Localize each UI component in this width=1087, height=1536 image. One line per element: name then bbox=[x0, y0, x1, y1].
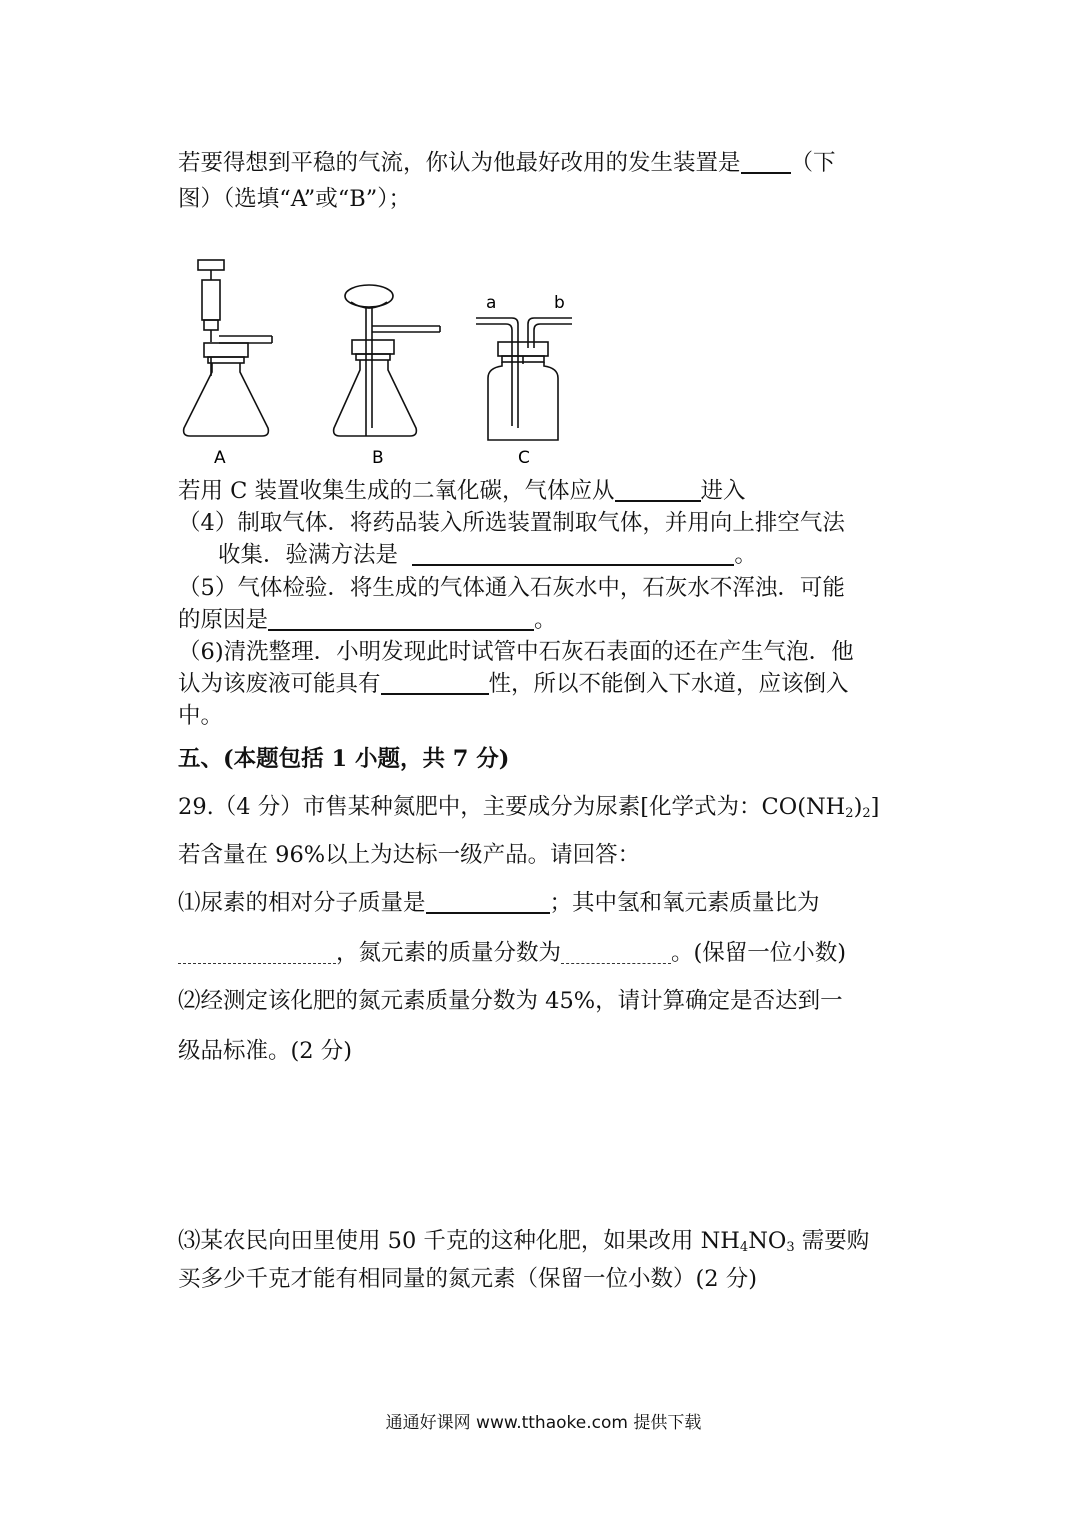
q5-line-1 bbox=[178, 573, 845, 603]
q4-line-1 bbox=[178, 508, 845, 538]
q29-part2-text: ⑵经测定该化肥的氮元素质量分数为 45%，请计算确定是否达到一 bbox=[178, 988, 843, 1014]
footer-text: 通通好课网 www.tthaoke.com 提供下载 bbox=[385, 1413, 702, 1433]
answer-blank-full-check[interactable] bbox=[412, 542, 734, 566]
q6-text-2: 认为该废液可能具有 bbox=[178, 671, 381, 697]
page-footer bbox=[0, 1408, 1087, 1433]
q29-line-2 bbox=[178, 840, 640, 870]
q29-part1-line-2 bbox=[178, 938, 846, 968]
port-b-label: b bbox=[554, 293, 565, 313]
q29-part3-line-1 bbox=[178, 1226, 869, 1256]
q4-text: （4）制取气体．将药品装入所选装置制取气体，并用向上排空气法 bbox=[178, 510, 845, 536]
section-5-heading-text: 五、(本题包括 1 小题，共 7 分) bbox=[178, 746, 510, 772]
q4-text-end: 。 bbox=[734, 542, 757, 568]
q29-text-end: ] bbox=[870, 794, 880, 820]
q3-line-1 bbox=[178, 148, 836, 178]
section-5-heading bbox=[178, 744, 509, 774]
device-a-syringe-flask bbox=[184, 260, 272, 436]
device-a-label: A bbox=[214, 448, 226, 468]
q5-line-2 bbox=[178, 605, 557, 635]
q29-part1-line-1 bbox=[178, 888, 820, 918]
q6-text-3: 中。 bbox=[178, 703, 224, 729]
q5-text: （5）气体检验．将生成的气体通入石灰水中，石灰水不浑浊．可能 bbox=[178, 575, 845, 601]
q29-sub-2: 2 bbox=[862, 806, 871, 821]
q3-text-end: （下 bbox=[790, 150, 836, 176]
q6-text-2-end: 性，所以不能倒入下水道，应该倒入 bbox=[488, 671, 849, 697]
q6-line-3 bbox=[178, 701, 223, 731]
answer-blank-mass-fraction[interactable] bbox=[561, 941, 671, 964]
q29-part3-text-end: 需要购 bbox=[794, 1228, 870, 1254]
q29-part3-text-mid: NO bbox=[748, 1228, 787, 1254]
device-b-label: B bbox=[372, 448, 384, 468]
q6-line-2 bbox=[178, 669, 849, 699]
q4-text-2: 收集．验满方法是 bbox=[218, 542, 399, 568]
q29-part3-text: ⑶某农民向田里使用 50 千克的这种化肥，如果改用 NH bbox=[178, 1228, 740, 1254]
q29-part1-text-end: ；其中氢和氧元素质量比为 bbox=[549, 890, 820, 916]
q3-collect-line bbox=[178, 476, 746, 506]
answer-blank-mass-ratio[interactable] bbox=[178, 941, 336, 964]
q3-line-2 bbox=[178, 184, 411, 214]
apparatus-figure bbox=[176, 248, 596, 470]
q29-part2-text-2: 级品标准。(2 分) bbox=[178, 1038, 353, 1064]
answer-blank-reason[interactable] bbox=[268, 607, 534, 631]
q29-part2-line-1 bbox=[178, 986, 843, 1016]
q29-sub-1: 2 bbox=[845, 806, 854, 821]
q5-text-end: 。 bbox=[534, 607, 557, 633]
port-a-label: a bbox=[486, 293, 497, 313]
q6-text: （6)清洗整理．小明发现此时试管中石灰石表面的还在产生气泡．他 bbox=[178, 639, 854, 665]
q29-part3-line-2 bbox=[178, 1264, 757, 1294]
answer-blank-molecular-mass[interactable] bbox=[426, 890, 550, 914]
q29-text: 29.（4 分）市售某种氮肥中，主要成分为尿素[化学式为：CO(NH bbox=[178, 794, 846, 820]
q3-collect-text-end: 进入 bbox=[700, 478, 746, 504]
q3-text: 若要得想到平稳的气流，你认为他最好改用的发生装置是 bbox=[178, 150, 741, 176]
q29-part1-text-2: ，氮元素的质量分数为 bbox=[336, 940, 562, 966]
q6-line-1 bbox=[178, 637, 854, 667]
q29-part3-text-2: 买多少千克才能有相同量的氮元素（保留一位小数）(2 分) bbox=[178, 1266, 758, 1292]
device-b-funnel-flask bbox=[334, 285, 440, 436]
device-c-gas-bottle bbox=[476, 318, 572, 440]
q29-part3-sub-1: 4 bbox=[739, 1240, 749, 1255]
q29-text-2: 若含量在 96%以上为达标一级产品。请回答： bbox=[178, 842, 641, 868]
answer-blank-inlet[interactable] bbox=[615, 478, 701, 502]
q29-text-mid: ) bbox=[853, 794, 863, 820]
q29-part1-text-2-end: 。(保留一位小数) bbox=[671, 940, 847, 966]
q3-collect-text: 若用 C 装置收集生成的二氧化碳，气体应从 bbox=[178, 478, 615, 504]
q29-part3-sub-2: 3 bbox=[786, 1240, 795, 1255]
answer-blank-device[interactable] bbox=[741, 150, 791, 174]
answer-blank-property[interactable] bbox=[381, 671, 489, 695]
q29-line-1 bbox=[178, 792, 879, 822]
q29-part1-text: ⑴尿素的相对分子质量是 bbox=[178, 890, 426, 916]
device-c-label: C bbox=[518, 448, 530, 468]
q4-line-2 bbox=[218, 540, 757, 570]
q3-text-2: 图）（选填“A”或“B”）； bbox=[178, 186, 411, 212]
q29-part2-line-2 bbox=[178, 1036, 352, 1066]
q5-text-2: 的原因是 bbox=[178, 607, 269, 633]
